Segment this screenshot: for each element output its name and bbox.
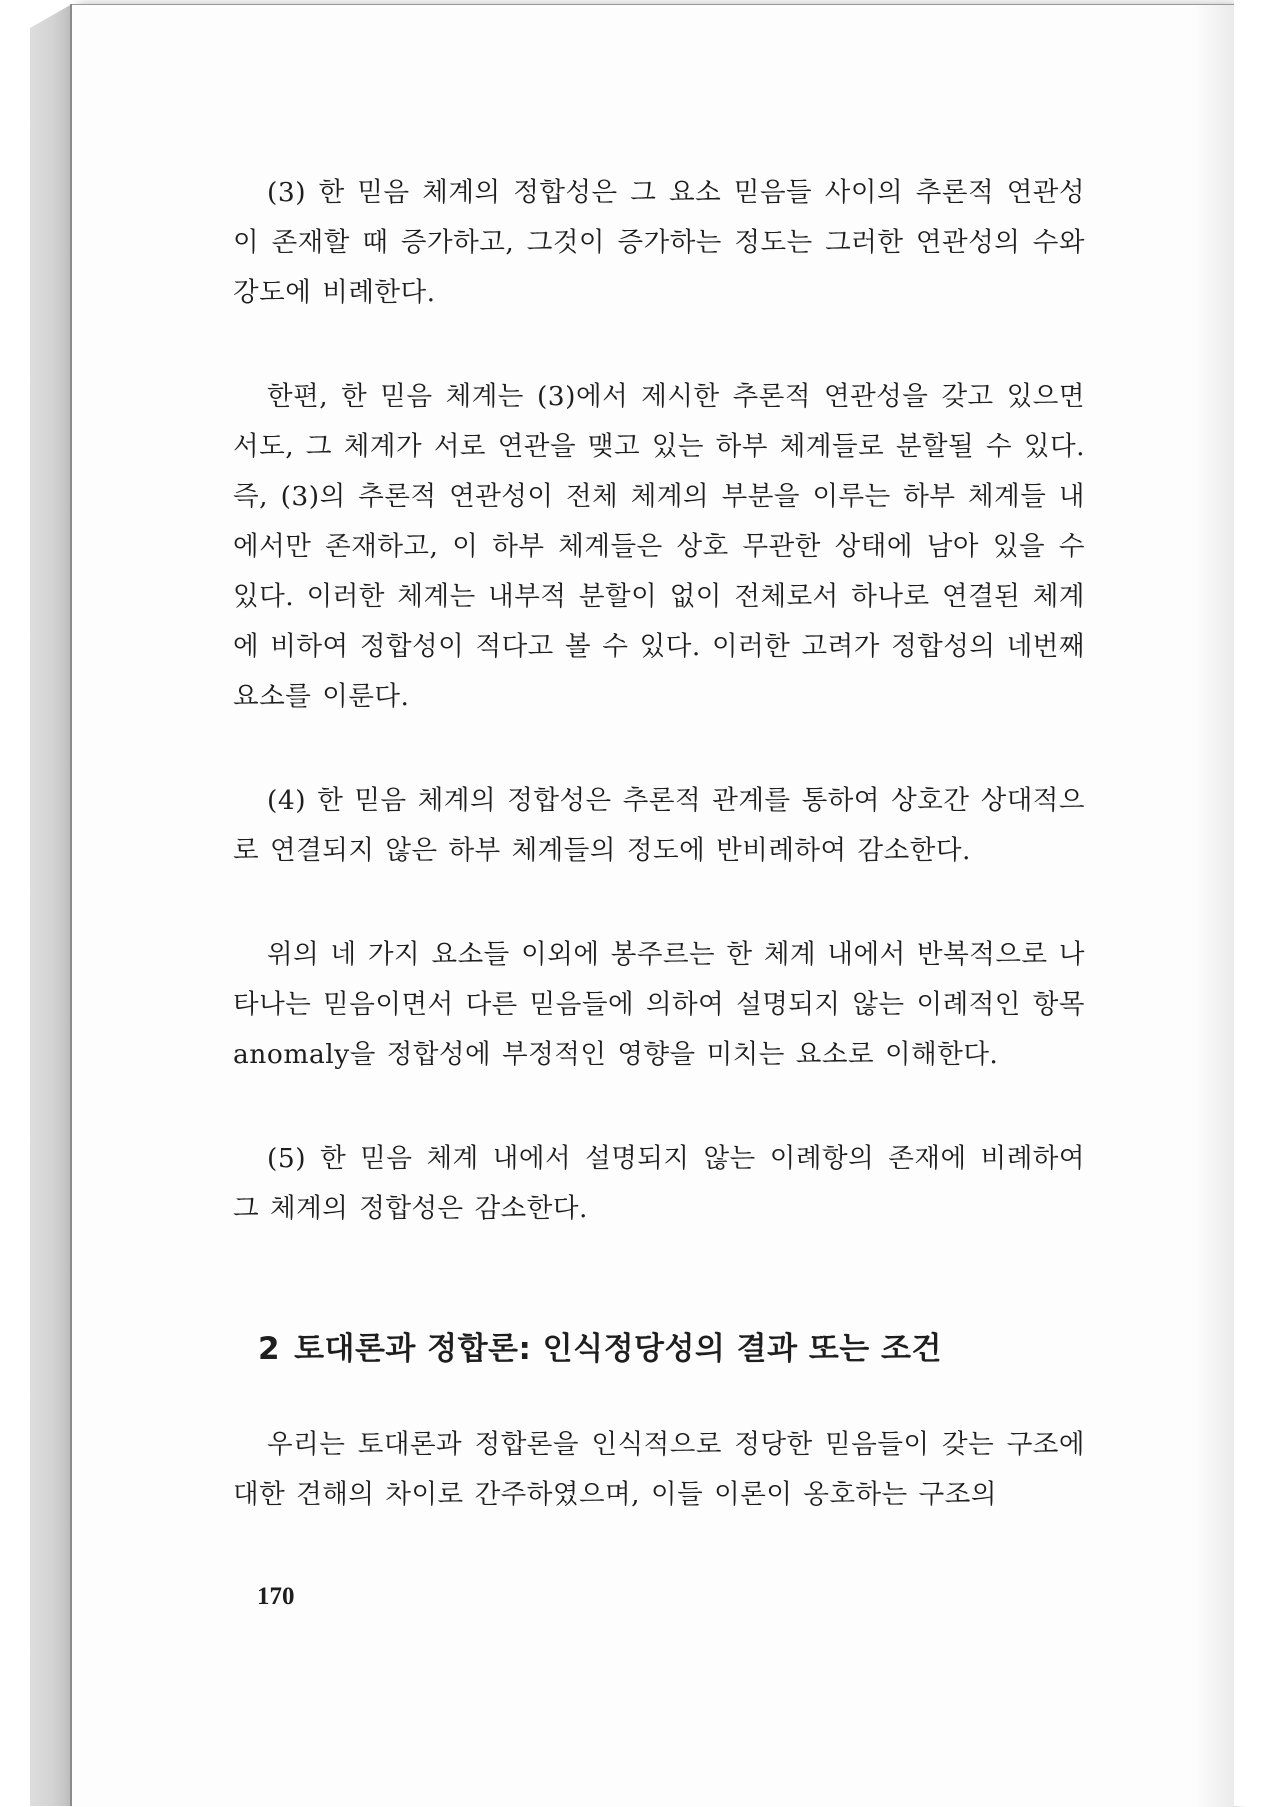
closing-paragraph: 우리는 토대론과 정합론을 인식적으로 정당한 믿음들이 갖는 구조에 대한 견해의 차이로 간주하였으며, 이들 이론이 옹호하는 구조의 xyxy=(233,1429,1085,1510)
page-number: 170 xyxy=(257,1583,295,1610)
background xyxy=(1234,0,1271,1806)
section-body xyxy=(233,1420,1085,1520)
section-heading xyxy=(258,1324,942,1374)
paragraph-4: (4) 한 믿음 체계의 정합성은 추론적 관계를 통하여 상호간 상대적으로 연결되지 않은 하부 체계들의 정도에 반비례하여 감소한다. xyxy=(233,785,1085,866)
book-spine xyxy=(0,0,72,1806)
paragraph-3: (3) 한 믿음 체계의 정합성은 그 요소 믿음들 사이의 추론적 연관성이 존재할 때 증가하고, 그것이 증가하는 정도는 그러한 연관성의 수와 강도에 비례한다. xyxy=(233,177,1085,308)
section-number: 2 xyxy=(258,1331,281,1367)
body-text xyxy=(233,168,1085,1234)
paragraph-5: (5) 한 믿음 체계 내에서 설명되지 않는 이례항의 존재에 비례하여 그 체계의 정합성은 감소한다. xyxy=(233,1143,1085,1224)
page-shade xyxy=(1194,5,1234,1807)
paragraph-anomaly: 위의 네 가지 요소들 이외에 봉주르는 한 체계 내에서 반복적으로 나타나는 믿음이면서 다른 믿음들에 의하여 설명되지 않는 이례적인 항목 anomaly을 정합성에 부정적인 영향을 미치는 요소로 이해한다. xyxy=(233,939,1085,1070)
section-title: 토대론과 정합론: 인식정당성의 결과 또는 조건 xyxy=(294,1331,942,1367)
paragraph-fourth-element: 한편, 한 믿음 체계는 (3)에서 제시한 추론적 연관성을 갖고 있으면서도, 그 체계가 서로 연관을 맺고 있는 하부 체계들로 분할될 수 있다. 즉, (3)의 추론적 연관성이 전체 체계의 부분을 이루는 하부 체계들 내에서만 존재하고, 이 하부 체계들은 상호 무관한 상태에 남아 있을 수 있다. 이러한 체계는 내부적 분할이 없이 전체로서 하나로 연결된 체계에 비하여 정합성이 적다고 볼 수 있다. 이러한 고려가 정합성의 네번째 요소를 이룬다. xyxy=(233,381,1085,712)
